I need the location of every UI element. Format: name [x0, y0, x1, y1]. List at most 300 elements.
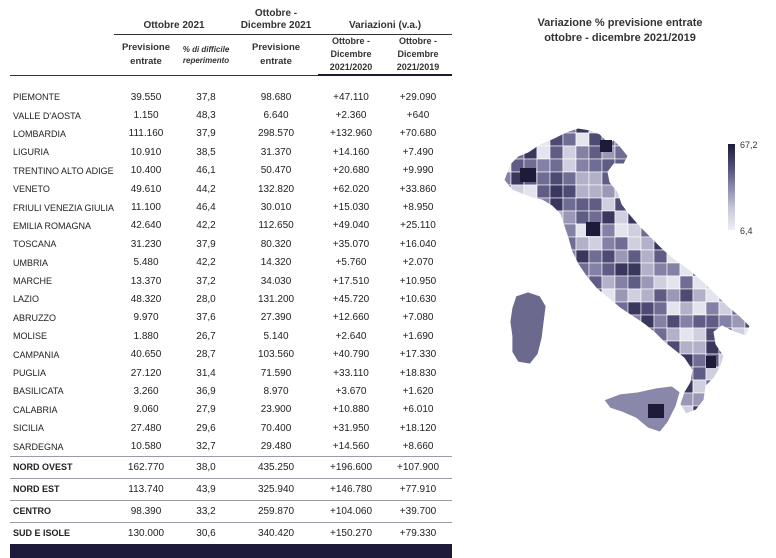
variazione-2019: +9.990	[402, 165, 434, 177]
province-cell	[641, 211, 654, 224]
province-cell	[550, 419, 563, 432]
province-cell	[680, 315, 693, 328]
province-cell	[589, 172, 602, 185]
province-cell	[706, 237, 719, 250]
ottobre-entrate: 49.610	[130, 183, 162, 195]
province-cell	[589, 120, 602, 133]
province-cell	[563, 406, 576, 419]
province-cell	[680, 328, 693, 341]
province-cell	[511, 406, 524, 419]
table-body	[10, 75, 452, 558]
province-cell	[524, 133, 537, 146]
province-cell	[667, 263, 680, 276]
variazione-2020: +12.660	[332, 312, 370, 324]
province-cell	[563, 133, 576, 146]
province-cell	[732, 276, 745, 289]
province-cell	[563, 263, 576, 276]
variazione-2020: +20.680	[332, 165, 370, 177]
province-cell	[667, 276, 680, 289]
province-cell	[537, 172, 550, 185]
province-cell	[498, 133, 511, 146]
province-cell	[576, 341, 589, 354]
variazione-2019: +25.110	[400, 220, 436, 232]
province-cell	[576, 380, 589, 393]
province-cell	[667, 328, 680, 341]
trimestre-entrate: 27.390	[260, 312, 292, 324]
province-cell	[706, 224, 719, 237]
province-cell	[719, 419, 732, 432]
variazione-2020: +150.270	[318, 522, 384, 544]
difficile-reperimento: 37,6	[196, 312, 216, 324]
province-cell	[576, 172, 589, 185]
subheader3-line1: Previsione	[251, 41, 301, 53]
province-cell	[706, 211, 719, 224]
variazione-2020: +196.600	[318, 456, 384, 478]
province-cell	[732, 302, 745, 315]
province-cell	[667, 237, 680, 250]
province-cell	[628, 367, 641, 380]
region-name: VALLE D'AOSTA	[13, 110, 81, 121]
variazione-2020: +40.790	[332, 349, 370, 361]
province-cell	[550, 159, 563, 172]
province-cell	[693, 289, 706, 302]
province-cell	[550, 250, 563, 263]
province-cell	[576, 393, 589, 406]
ottobre-entrate: 11.100	[131, 202, 161, 214]
province-cell	[498, 315, 511, 328]
variazione-2020: +3.670	[335, 385, 367, 397]
region-name: BASILICATA	[13, 386, 64, 397]
province-cell	[615, 380, 628, 393]
province-cell	[745, 341, 758, 354]
province-cell	[615, 328, 628, 341]
ottobre-entrate: 27.480	[130, 422, 162, 434]
province-cell	[524, 198, 537, 211]
region-name: SICILIA	[13, 423, 45, 434]
province-cell	[745, 120, 758, 133]
region-row	[10, 143, 452, 161]
province-cell	[628, 172, 641, 185]
province-cell	[732, 406, 745, 419]
difficile-reperimento: 32,7	[196, 441, 216, 453]
region-row	[10, 125, 452, 143]
province-cell	[693, 159, 706, 172]
province-cell	[745, 354, 758, 367]
province-cell	[602, 120, 615, 133]
province-cell	[524, 237, 537, 250]
province-cell	[524, 276, 537, 289]
subheader5-line2: Dicembre	[397, 49, 439, 59]
variazione-2020: +5.760	[335, 257, 367, 269]
variazione-2019: +8.950	[402, 202, 434, 214]
region-name: PUGLIA	[13, 368, 47, 379]
subheader2-line1: % di difficile	[182, 44, 230, 54]
province-cell	[641, 289, 654, 302]
trimestre-entrate: 29.480	[260, 441, 292, 453]
province-cell	[641, 185, 654, 198]
region-name: TRENTINO ALTO ADIGE	[13, 165, 114, 176]
province-cell	[719, 393, 732, 406]
province-cell	[602, 302, 615, 315]
province-cell	[576, 120, 589, 133]
subheader5-line1: Ottobre -	[399, 36, 438, 46]
province-cell	[732, 380, 745, 393]
province-cell	[641, 302, 654, 315]
province-cell	[667, 185, 680, 198]
region-row	[10, 345, 452, 363]
province-cell	[589, 185, 602, 198]
difficile-reperimento: 37,9	[196, 238, 216, 250]
province-cell	[589, 341, 602, 354]
province-cell	[537, 133, 550, 146]
province-cell	[654, 276, 667, 289]
province-dark-sicily	[648, 404, 664, 418]
province-cell	[667, 315, 680, 328]
province-cell	[537, 250, 550, 263]
province-cell	[706, 185, 719, 198]
province-cell	[498, 341, 511, 354]
province-cell	[563, 289, 576, 302]
province-cell	[498, 224, 511, 237]
region-name: ABRUZZO	[13, 312, 57, 323]
province-cell	[615, 341, 628, 354]
variazione-2019: +640	[406, 110, 430, 122]
province-cell	[732, 419, 745, 432]
ottobre-entrate: 162.770	[114, 456, 178, 478]
province-cell	[745, 419, 758, 432]
province-cell	[680, 263, 693, 276]
variazione-2020: +47.110	[333, 91, 369, 103]
province-cell	[706, 133, 719, 146]
province-cell	[667, 302, 680, 315]
ottobre-entrate: 3.260	[133, 385, 159, 397]
province-cell	[628, 237, 641, 250]
province-cell	[667, 159, 680, 172]
province-cell	[628, 133, 641, 146]
province-cell	[589, 198, 602, 211]
province-cell	[563, 276, 576, 289]
province-cell	[745, 406, 758, 419]
variazione-2019: +17.330	[399, 349, 437, 361]
province-cell	[537, 380, 550, 393]
province-cell	[667, 120, 680, 133]
difficile-reperimento: 30,6	[178, 522, 234, 544]
region-row	[10, 401, 452, 419]
province-cell	[680, 250, 693, 263]
province-cell	[511, 198, 524, 211]
province-cell	[693, 302, 706, 315]
variazione-2019: +1.690	[402, 330, 434, 342]
ottobre-entrate: 13.370	[130, 275, 162, 287]
province-cell	[680, 419, 693, 432]
variazione-2019: +77.910	[384, 478, 452, 500]
difficile-reperimento: 29,6	[196, 422, 216, 434]
province-cell	[537, 406, 550, 419]
region-name: UMBRIA	[13, 257, 49, 268]
province-cell	[628, 302, 641, 315]
province-cell	[732, 354, 745, 367]
province-cell	[654, 120, 667, 133]
province-cell	[511, 237, 524, 250]
variazione-2020: +14.560	[332, 441, 370, 453]
region-name: NORD EST	[10, 478, 114, 500]
province-cell	[654, 146, 667, 159]
variazione-2019: +33.860	[399, 183, 437, 195]
province-cell	[563, 341, 576, 354]
region-row	[10, 254, 452, 272]
province-cell	[576, 185, 589, 198]
province-cell	[628, 185, 641, 198]
variazione-2019: +107.900	[384, 456, 452, 478]
province-cell	[576, 289, 589, 302]
province-cell	[680, 172, 693, 185]
province-cell	[498, 393, 511, 406]
province-cell	[537, 263, 550, 276]
sicily-island	[604, 386, 680, 432]
province-cell	[654, 172, 667, 185]
region-row	[10, 106, 452, 124]
province-cell	[511, 250, 524, 263]
trimestre-entrate: 259.870	[234, 500, 318, 522]
province-cell	[745, 302, 758, 315]
province-cell	[680, 185, 693, 198]
region-row	[10, 235, 452, 253]
subheader-previsione-entrate-trimestre	[234, 35, 318, 76]
province-cell	[706, 393, 719, 406]
province-cell	[563, 211, 576, 224]
trimestre-entrate: 80.320	[260, 238, 292, 250]
province-cell	[693, 315, 706, 328]
province-cell	[719, 367, 732, 380]
province-cell	[667, 289, 680, 302]
province-cell	[511, 419, 524, 432]
province-cell	[589, 250, 602, 263]
scale-max-label: 67,2	[740, 140, 758, 150]
province-cell	[602, 198, 615, 211]
ottobre-entrate: 1.150	[133, 110, 159, 122]
province-cell	[498, 367, 511, 380]
province-cell	[589, 159, 602, 172]
province-cell	[537, 419, 550, 432]
region-name: EMILIA ROMAGNA	[13, 220, 92, 231]
province-cell	[628, 263, 641, 276]
ottobre-entrate: 10.910	[130, 146, 162, 158]
variazione-2020: +2.640	[335, 330, 367, 342]
region-row	[10, 217, 452, 235]
region-name: TOSCANA	[13, 239, 57, 250]
province-cell	[550, 393, 563, 406]
province-cell	[550, 328, 563, 341]
province-cell	[563, 302, 576, 315]
province-cell	[615, 133, 628, 146]
province-cell	[641, 276, 654, 289]
variazione-2019: +8.660	[402, 441, 434, 453]
ottobre-entrate: 42.640	[130, 220, 162, 232]
province-cell	[732, 315, 745, 328]
map-title	[470, 16, 770, 46]
province-cell	[550, 172, 563, 185]
province-cell	[667, 341, 680, 354]
province-cell	[498, 237, 511, 250]
trimestre-entrate: 70.400	[260, 422, 292, 434]
province-cell	[693, 133, 706, 146]
subheader1-line2: entrate	[130, 55, 162, 67]
province-cell	[576, 146, 589, 159]
province-cell	[524, 263, 537, 276]
variazione-2020: +33.110	[333, 367, 369, 379]
province-cell	[498, 120, 511, 133]
province-cell	[654, 354, 667, 367]
province-cell	[615, 263, 628, 276]
province-cell	[693, 146, 706, 159]
province-cell	[745, 393, 758, 406]
variazione-2019: +29.090	[399, 91, 437, 103]
province-cell	[550, 341, 563, 354]
province-cell	[576, 263, 589, 276]
ottobre-entrate: 113.740	[114, 478, 178, 500]
province-cell	[641, 198, 654, 211]
province-cell	[537, 198, 550, 211]
province-cell	[537, 276, 550, 289]
province-cell	[654, 315, 667, 328]
province-cell	[706, 172, 719, 185]
macro-area-row	[10, 456, 452, 478]
province-cell	[693, 380, 706, 393]
province-cell	[498, 198, 511, 211]
province-cell	[641, 367, 654, 380]
province-cell	[576, 367, 589, 380]
province-cell	[641, 341, 654, 354]
province-cell	[641, 250, 654, 263]
province-cell	[680, 237, 693, 250]
province-cell	[563, 224, 576, 237]
spacer-cell	[10, 75, 452, 88]
difficile-reperimento: 43,9	[178, 478, 234, 500]
subheader1-line1: Previsione	[121, 41, 171, 53]
region-name: CENTRO	[10, 500, 114, 522]
subheader-difficile-reperimento	[178, 35, 234, 76]
province-cell	[589, 406, 602, 419]
trimestre-entrate: 325.940	[234, 478, 318, 500]
province-cell	[602, 263, 615, 276]
sardinia-island	[510, 292, 546, 364]
province-cell	[524, 367, 537, 380]
province-cell	[628, 224, 641, 237]
province-cell	[511, 133, 524, 146]
province-cell	[680, 302, 693, 315]
province-cell	[550, 367, 563, 380]
province-cell	[693, 341, 706, 354]
province-cell	[641, 172, 654, 185]
province-cell	[602, 380, 615, 393]
color-scale-legend	[722, 136, 772, 246]
province-cell	[641, 146, 654, 159]
province-cell	[511, 263, 524, 276]
variazione-2020: +35.070	[332, 238, 370, 250]
province-cell	[693, 328, 706, 341]
variazione-2019: +18.120	[399, 422, 437, 434]
difficile-reperimento: 38,5	[196, 146, 216, 158]
province-cell	[615, 224, 628, 237]
difficile-reperimento: 42,2	[196, 220, 216, 232]
province-cell	[628, 211, 641, 224]
subheader5-line3: 2021/2019	[396, 62, 440, 72]
province-cell	[498, 380, 511, 393]
region-name: PIEMONTE	[13, 92, 61, 103]
province-cell	[693, 419, 706, 432]
province-cell	[641, 237, 654, 250]
province-cell	[537, 120, 550, 133]
province-cell	[589, 419, 602, 432]
region-name: NORD OVEST	[10, 456, 114, 478]
variazione-2019: +2.070	[402, 257, 434, 269]
difficile-reperimento: 28,7	[196, 349, 216, 361]
province-cell	[654, 159, 667, 172]
province-cell	[641, 354, 654, 367]
variazione-2020: +132.960	[330, 128, 373, 140]
province-cell	[563, 185, 576, 198]
province-cell	[602, 419, 615, 432]
province-cell	[706, 419, 719, 432]
province-cell	[680, 276, 693, 289]
province-cell	[589, 315, 602, 328]
ottobre-entrate: 98.390	[114, 500, 178, 522]
ottobre-entrate: 9.060	[133, 404, 159, 416]
province-cell	[537, 224, 550, 237]
difficile-reperimento: 36,9	[196, 385, 216, 397]
province-cell	[602, 250, 615, 263]
province-cell	[602, 315, 615, 328]
province-cell	[563, 393, 576, 406]
province-cell	[641, 159, 654, 172]
province-cell	[576, 315, 589, 328]
province-dark-apulia	[706, 356, 716, 368]
province-cell	[693, 406, 706, 419]
variazione-2020: +17.510	[332, 275, 370, 287]
province-cell	[732, 263, 745, 276]
variazione-2019: +7.490	[402, 146, 434, 158]
province-cell	[602, 211, 615, 224]
ottobre-entrate: 27.120	[130, 367, 162, 379]
province-cell	[628, 380, 641, 393]
province-cell	[511, 276, 524, 289]
header-group2-line1: Ottobre -	[254, 8, 298, 19]
province-cell	[550, 302, 563, 315]
province-cell	[537, 354, 550, 367]
province-cell	[693, 354, 706, 367]
province-cell	[654, 224, 667, 237]
province-cell	[680, 341, 693, 354]
difficile-reperimento: 37,9	[196, 128, 216, 140]
trimestre-entrate: 71.590	[260, 367, 292, 379]
region-row	[10, 198, 452, 216]
province-cell	[563, 328, 576, 341]
trimestre-entrate: 435.250	[234, 456, 318, 478]
province-cell	[732, 120, 745, 133]
region-name: LIGURIA	[13, 147, 50, 158]
header-ottobre-2021: Ottobre 2021	[114, 4, 234, 35]
province-cell	[576, 406, 589, 419]
province-cell	[537, 185, 550, 198]
province-cell	[732, 289, 745, 302]
province-cell	[550, 224, 563, 237]
province-cell	[615, 419, 628, 432]
province-cell	[615, 250, 628, 263]
province-cell	[706, 159, 719, 172]
province-cell	[602, 341, 615, 354]
province-cell	[563, 198, 576, 211]
subheader-previsione-entrate-ottobre	[114, 35, 178, 76]
